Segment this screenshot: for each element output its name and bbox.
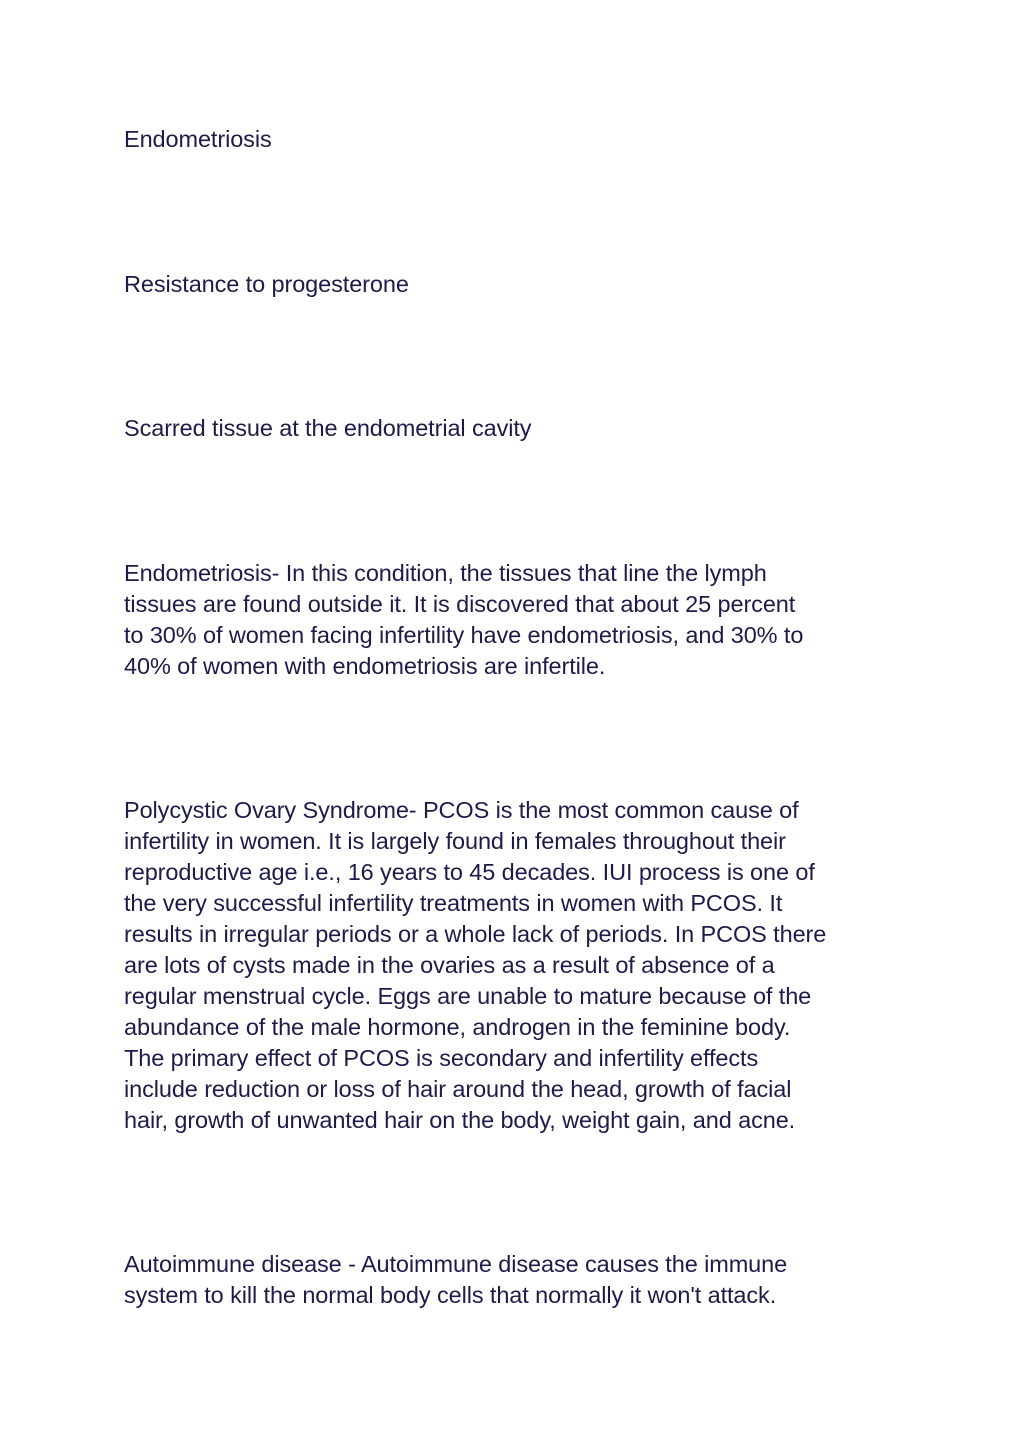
text-line: The primary effect of PCOS is secondary and infertility effects xyxy=(124,1045,759,1071)
text-line: Resistance to progesterone xyxy=(124,271,409,297)
text-line: 40% of women with endometriosis are infertile. xyxy=(124,653,606,679)
text-line: abundance of the male hormone, androgen in the feminine body. xyxy=(124,1014,791,1040)
text-line: the very successful infertility treatments in women with PCOS. It xyxy=(124,890,783,916)
item-scarred-tissue xyxy=(124,413,904,444)
item-resistance-to-progesterone xyxy=(124,269,904,300)
text-line: infertility in women. It is largely found in females throughout their xyxy=(124,828,786,854)
text-line: are lots of cysts made in the ovaries as a result of absence of a xyxy=(124,952,775,978)
text-line: Autoimmune disease - Autoimmune disease causes the immune xyxy=(124,1251,788,1277)
text-line: reproductive age i.e., 16 years to 45 decades. IUI process is one of xyxy=(124,859,815,885)
text-line: system to kill the normal body cells that normally it won't attack. xyxy=(124,1282,777,1308)
text-line: hair, growth of unwanted hair on the body, weight gain, and acne. xyxy=(124,1107,796,1133)
heading-endometriosis xyxy=(124,124,904,155)
text-line: results in irregular periods or a whole lack of periods. In PCOS there xyxy=(124,921,827,947)
text-line: Endometriosis xyxy=(124,126,272,152)
paragraph-autoimmune xyxy=(124,1249,904,1311)
text-line: regular menstrual cycle. Eggs are unable to mature because of the xyxy=(124,983,812,1009)
text-line: Polycystic Ovary Syndrome- PCOS is the most common cause of xyxy=(124,797,799,823)
paragraph-endometriosis xyxy=(124,558,904,682)
paragraph-pcos xyxy=(124,795,904,1136)
text-line: include reduction or loss of hair around the head, growth of facial xyxy=(124,1076,792,1102)
text-line: Scarred tissue at the endometrial cavity xyxy=(124,415,532,441)
text-line: to 30% of women facing infertility have endometriosis, and 30% to xyxy=(124,622,804,648)
text-line: Endometriosis- In this condition, the tissues that line the lymph xyxy=(124,560,767,586)
text-line: tissues are found outside it. It is discovered that about 25 percent xyxy=(124,591,796,617)
